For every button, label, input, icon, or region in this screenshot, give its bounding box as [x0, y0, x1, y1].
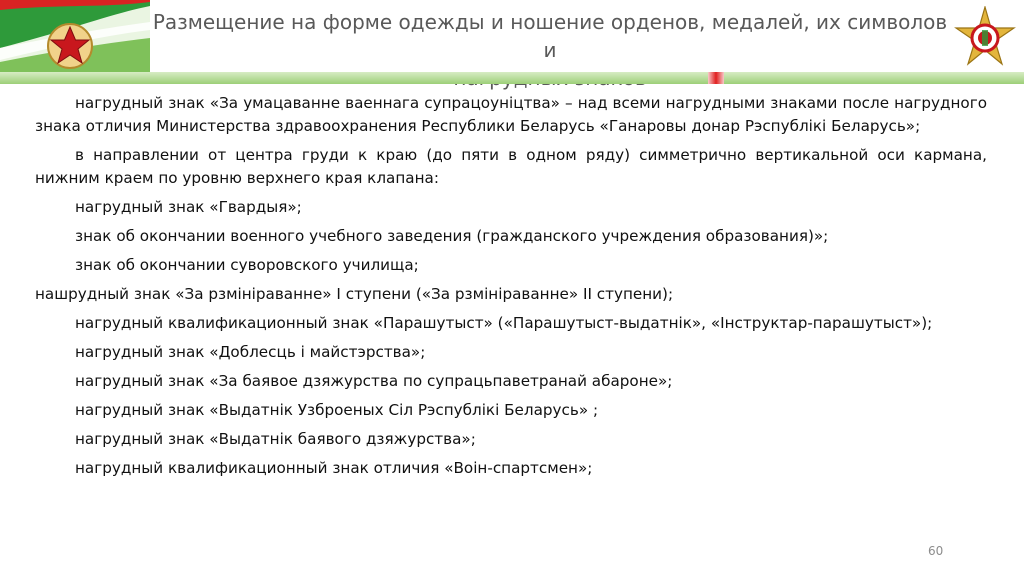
paragraph: нагрудный квалификационный знак «Парашутыст» («Парашутыст-выдатнік», «Інструктар-парашутыст»);	[75, 314, 933, 332]
paragraph: в направлении от центра груди к краю (до пяти в одном ряду) симметрично вертикальной оси кармана, нижним краем по уровню верхнего края клапана:	[35, 146, 987, 187]
page-number: 60	[928, 544, 944, 558]
paragraph: знак об окончании военного учебного заведения (гражданского учреждения образования)»;	[75, 227, 829, 245]
paragraph: нагрудный знак «Доблесць і майстэрства»;	[75, 343, 426, 361]
paragraph: нагрудный знак «Гвардыя»;	[75, 198, 302, 216]
divider-red-accent	[708, 72, 724, 84]
content-body	[35, 92, 987, 486]
page-title-line-1: Размещение на форме одежды и ношение орденов, медалей, их символов и	[152, 10, 948, 62]
flag-wave-graphic	[0, 0, 150, 72]
flag-decoration	[0, 0, 150, 72]
paragraph: нагрудный знак «За баявое дзяжурства по супрацьпаветранай абароне»;	[75, 372, 673, 390]
paragraph: нагрудный знак «Выдатнік Узброеных Сіл Рэспублікі Беларусь» ;	[75, 401, 599, 419]
paragraph: знак об окончании суворовского училища;	[75, 256, 419, 274]
army-star-emblem-icon	[952, 6, 1018, 72]
paragraph: нагрудный квалификационный знак отличия «Воін-спартсмен»;	[75, 459, 593, 477]
paragraph: нагрудный знак «Выдатнік баявого дзяжурства»;	[75, 430, 476, 448]
paragraph: нагрудный знак «За умацаванне ваеннага супрацоуніцтва» – над всеми нагрудными знаками после нагрудного знака отличия Министерства здравоохранения Республики Беларусь «Ганаровы донар Рэспублікі Беларусь»;	[35, 94, 987, 135]
header-divider-stripe	[0, 72, 1024, 84]
paragraph: нашрудный знак «За рзмініраванне» І ступени («За рзмініраванне» ІІ ступени);	[35, 285, 674, 303]
red-star-emblem-icon	[48, 24, 92, 68]
slide-header	[0, 0, 1024, 72]
